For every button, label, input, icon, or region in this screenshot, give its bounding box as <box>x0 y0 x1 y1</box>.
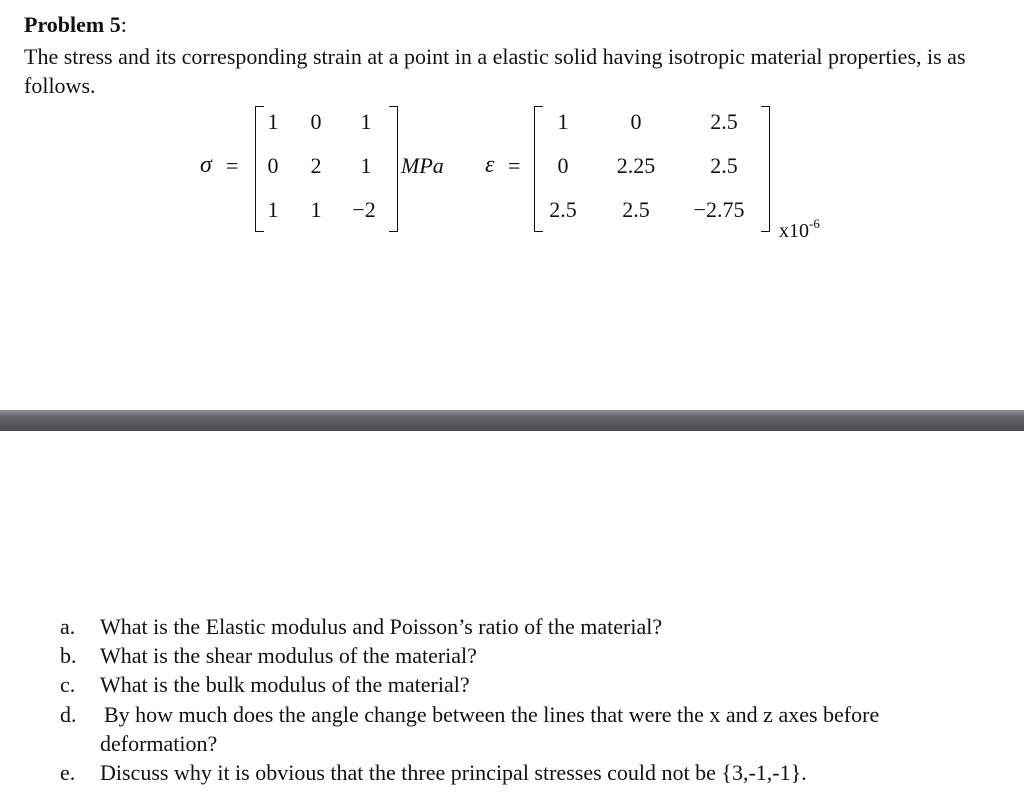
strain-symbol: ε <box>485 152 495 178</box>
question-text: Discuss why it is obvious that the three principal stresses could not be {3,-1,-1}. <box>100 760 807 785</box>
question-text-continued: deformation? <box>100 731 218 756</box>
strain-cell: 2.5 <box>710 109 738 134</box>
question-label: a. <box>60 614 76 639</box>
strain-cell: 2.25 <box>616 153 656 178</box>
stress-cell: 1 <box>310 197 322 222</box>
stress-cell: 1 <box>360 109 372 134</box>
stress-unit: MPa <box>401 153 444 178</box>
problem-title <box>24 12 127 38</box>
stress-cell: 1 <box>267 109 279 134</box>
strain-cell: 2.5 <box>549 197 577 222</box>
question-text: What is the bulk modulus of the material? <box>100 672 470 697</box>
stress-symbol: σ <box>200 152 212 178</box>
question-text: What is the Elastic modulus and Poisson’s ratio of the material? <box>100 614 663 639</box>
question-text: By how much does the angle change between the lines that were the x and z axes before <box>104 702 880 727</box>
question-label: b. <box>60 643 77 668</box>
stress-cell: −2 <box>352 197 376 222</box>
strain-cell: 1 <box>557 109 569 134</box>
section-divider <box>0 410 1024 431</box>
strain-cell: −2.75 <box>693 197 745 222</box>
stress-cell: 1 <box>267 197 279 222</box>
strain-cell: 2.5 <box>710 153 738 178</box>
stress-equals: = <box>226 153 239 178</box>
question-label: d. <box>60 702 77 727</box>
stress-cell: 1 <box>360 153 372 178</box>
question-label: c. <box>60 672 76 697</box>
strain-cell: 2.5 <box>622 197 650 222</box>
stress-cell: 2 <box>310 153 322 178</box>
stress-cell: 0 <box>267 153 279 178</box>
strain-scale-factor <box>779 216 820 243</box>
stress-cell: 0 <box>310 109 322 134</box>
strain-cell: 0 <box>557 153 569 178</box>
strain-scale-exponent: -6 <box>809 216 820 231</box>
strain-equals: = <box>508 153 521 178</box>
question-label: e. <box>60 760 76 785</box>
question-text: What is the shear modulus of the material? <box>100 643 477 668</box>
strain-scale-base: x10 <box>779 220 809 242</box>
problem-title-colon: : <box>120 12 127 37</box>
problem-intro: The stress and its corresponding strain at a point in a elastic solid having isotropic material properties, is as follows. <box>24 44 966 98</box>
problem-title-text: Problem 5 <box>24 12 121 37</box>
strain-cell: 0 <box>630 109 642 134</box>
